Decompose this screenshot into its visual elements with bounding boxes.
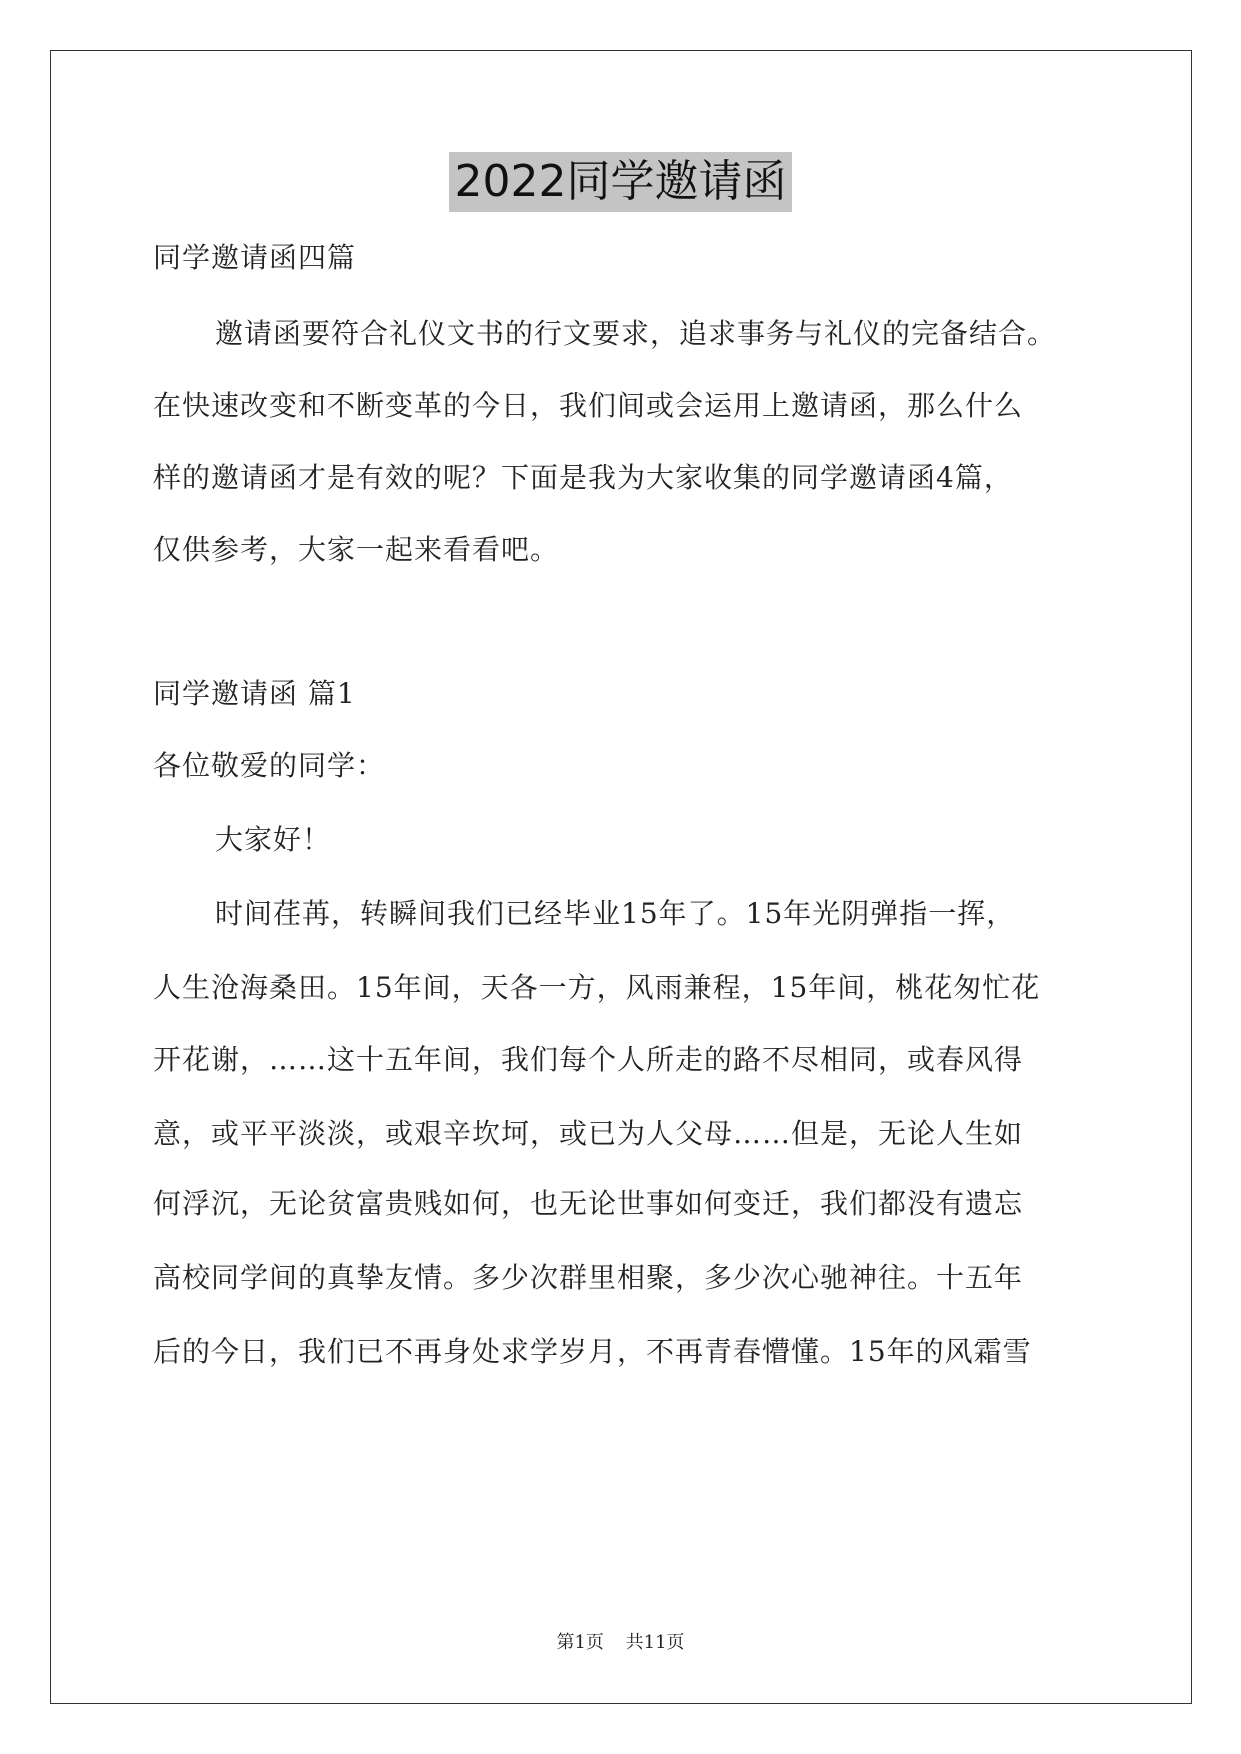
- salutation-line: 各位敬爱的同学：: [153, 749, 386, 782]
- paragraph-line: 意，或平平淡淡，或艰辛坎坷，或已为人父母……但是，无论人生如: [153, 1117, 1024, 1150]
- title-container: [0, 152, 1241, 212]
- page-total: 共11页: [625, 1632, 685, 1653]
- subtitle-line: 同学邀请函四篇: [153, 241, 357, 274]
- paragraph-line: 人生沧海桑田。15年间，天各一方，风雨兼程，15年间，桃花匆忙花: [153, 971, 1041, 1004]
- paragraph-line: 开花谢，……这十五年间，我们每个人所走的路不尽相同，或春风得: [153, 1043, 1024, 1076]
- paragraph-line: 仅供参考，大家一起来看看吧。: [153, 533, 560, 566]
- paragraph-line: 邀请函要符合礼仪文书的行文要求，追求事务与礼仪的完备结合。: [215, 317, 1057, 350]
- paragraph-line: 何浮沉，无论贫富贵贱如何，也无论世事如何变迁，我们都没有遗忘: [153, 1187, 1024, 1220]
- paragraph-line: 高校同学间的真挚友情。多少次群里相聚，多少次心驰神往。十五年: [153, 1261, 1024, 1294]
- section-heading: 同学邀请函 篇1: [153, 677, 356, 710]
- paragraph-line: 后的今日，我们已不再身处求学岁月，不再青春懵懂。15年的风霜雪: [153, 1335, 1032, 1368]
- paragraph-line: 样的邀请函才是有效的呢？下面是我为大家收集的同学邀请函4篇，: [153, 461, 1013, 494]
- paragraph-line: 时间荏苒，转瞬间我们已经毕业15年了。15年光阴弹指一挥，: [215, 897, 1016, 930]
- page-border: [50, 50, 1192, 1704]
- greeting-line: 大家好！: [215, 823, 332, 856]
- paragraph-line: 在快速改变和不断变革的今日，我们间或会运用上邀请函，那么什么: [153, 389, 1024, 422]
- page-number: 第1页: [556, 1632, 604, 1653]
- page-footer: [0, 1628, 1241, 1654]
- document-title: 2022同学邀请函: [449, 152, 793, 212]
